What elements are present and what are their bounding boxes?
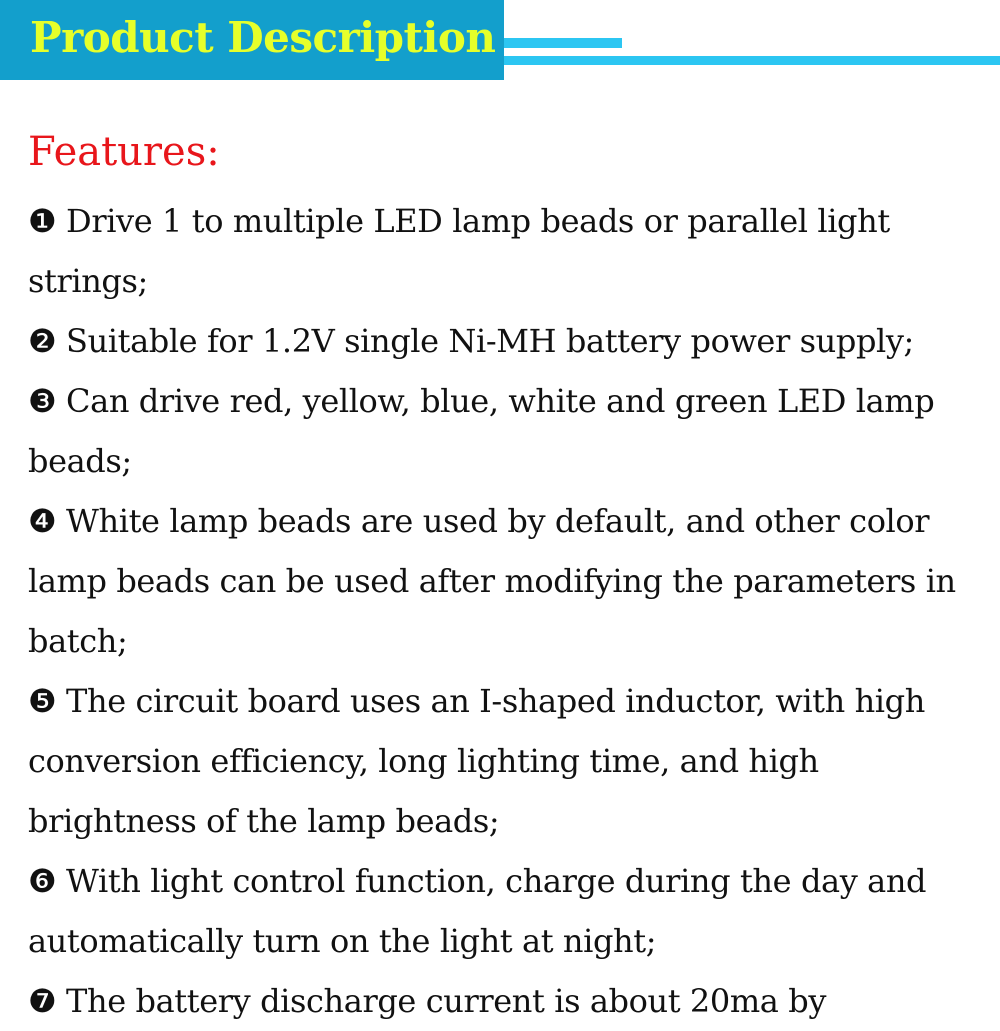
page-title: Product Description	[30, 13, 496, 62]
feature-item-3: ❸ Can drive red, yellow, blue, white and green LED lamp beads;	[28, 382, 935, 480]
feature-item-5: ❺ The circuit board uses an I-shaped inductor, with high conversion efficiency, long lighting time, and high brightness of the lamp beads;	[28, 682, 925, 840]
features-heading: Features:	[28, 129, 220, 175]
accent-line-short	[504, 38, 622, 48]
feature-item-1: ❶ Drive 1 to multiple LED lamp beads or parallel light strings;	[28, 202, 890, 300]
feature-item-6: ❻ With light control function, charge during the day and automatically turn on the light at night;	[28, 862, 927, 960]
features-list	[28, 191, 996, 1031]
feature-item-2: ❷ Suitable for 1.2V single Ni-MH battery power supply;	[28, 322, 914, 360]
accent-line-long	[504, 56, 1000, 65]
feature-item-7: ❼ The battery discharge current is about 20ma by	[28, 982, 827, 1020]
feature-item-4: ❹ White lamp beads are used by default, and other color lamp beads can be used after modifying the parameters in batch;	[28, 502, 956, 660]
header-banner	[0, 0, 504, 80]
